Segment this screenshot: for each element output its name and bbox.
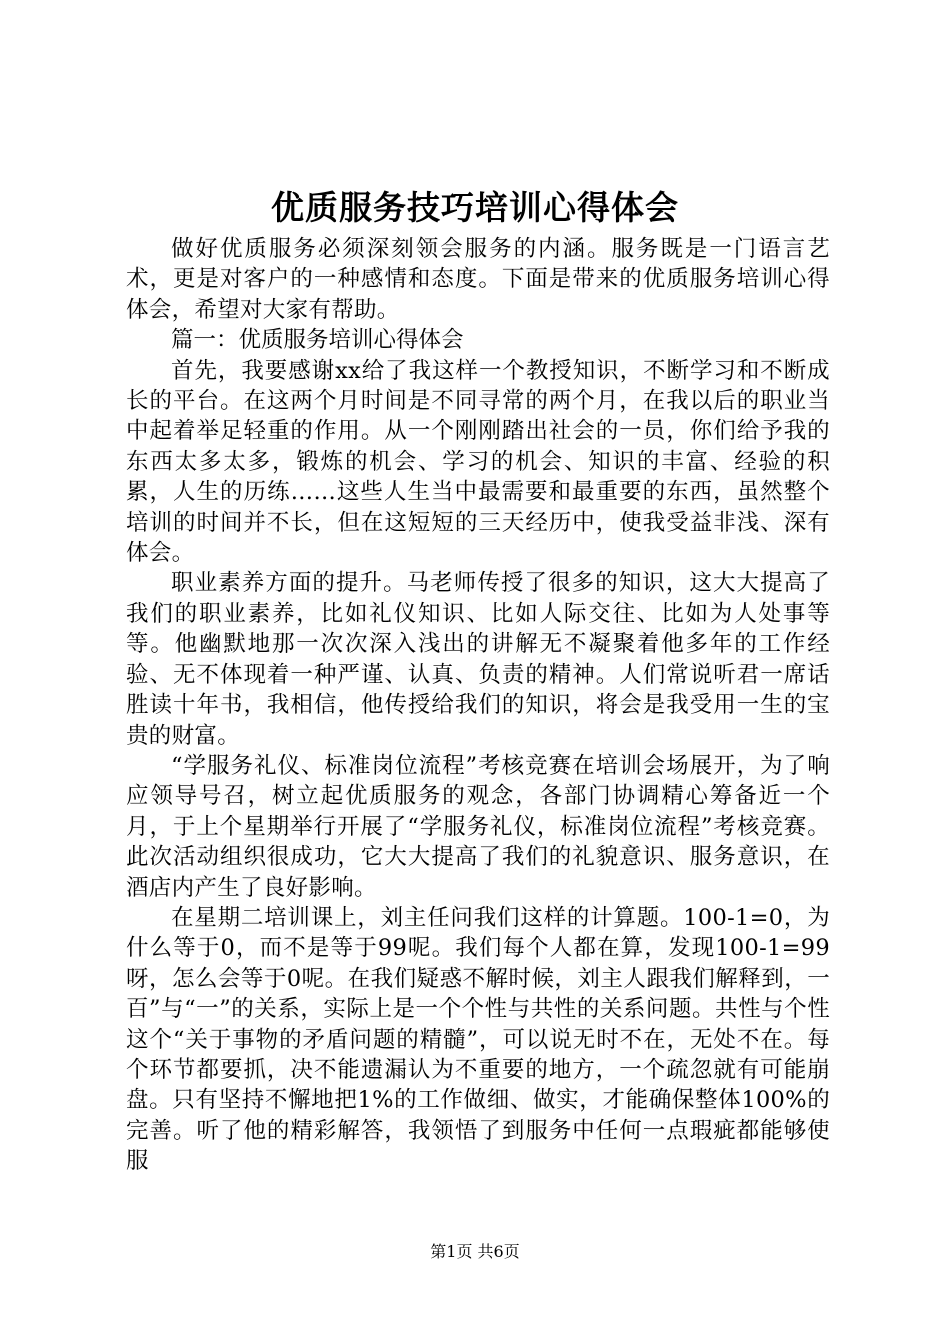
section-heading: 篇一：优质服务培训心得体会 xyxy=(171,327,464,354)
document-title: 优质服务技巧培训心得体会 xyxy=(271,188,679,227)
document-body xyxy=(126,234,830,1177)
body-paragraph-professionalism: 职业素养方面的提升。马老师传授了很多的知识，这大大提高了我们的职业素养，比如礼仪知识、比如人际交往、比如为人处事等等。他幽默地那一次次深入浅出的讲解无不凝聚着他多年的工作经验、无不体现着一种严谨、认真、负责的精神。人们常说听君一席话胜读十年书，我相信，他传授给我们的知识，将会是我受用一生的宝贵的财富。 xyxy=(126,570,830,749)
page-footer: 第1页 共6页 xyxy=(430,1242,520,1261)
body-paragraph-gratitude: 首先，我要感谢xx给了我这样一个教授知识，不断学习和不断成长的平台。在这两个月时间是不同寻常的两个月，在我以后的职业当中起着举足轻重的作用。从一个刚刚踏出社会的一员，你们给予我的东西太多太多，锻炼的机会、学习的机会、知识的丰富、经验的积累，人生的历练……这些人生当中最需要和最重要的东西，虽然整个培训的时间并不长，但在这短短的三天经历中，使我受益非浅、深有体会。 xyxy=(126,357,830,567)
body-paragraph-calculation: 在星期二培训课上，刘主任问我们这样的计算题。100-1=0，为什么等于0，而不是等于99呢。我们每个人都在算，发现100-1=99呀，怎么会等于0呢。在我们疑惑不解时候，刘主人跟我们解释到，一百”与“一”的关系，实际上是一个个性与共性的关系问题。共性与个性这个“关于事物的矛盾问题的精髓”，可以说无时不在，无处不在。每个环节都要抓，决不能遗漏认为不重要的地方，一个疏忽就有可能崩盘。只有坚持不懈地把1%的工作做细、做实，才能确保整体100%的完善。听了他的精彩解答，我领悟了到服务中任何一点瑕疵都能够使服 xyxy=(126,904,830,1175)
body-paragraph-competition: “学服务礼仪、标准岗位流程”考核竞赛在培训会场展开，为了响应领导号召，树立起优质服务的观念，各部门协调精心筹备近一个月，于上个星期举行开展了“学服务礼仪，标准岗位流程”考核竞赛。此次活动组织很成功，它大大提高了我们的礼貌意识、服务意识，在酒店内产生了良好影响。 xyxy=(126,752,830,901)
intro-paragraph: 做好优质服务必须深刻领会服务的内涵。服务既是一门语言艺术，更是对客户的一种感情和态度。下面是带来的优质服务培训心得体会，希望对大家有帮助。 xyxy=(126,236,830,323)
